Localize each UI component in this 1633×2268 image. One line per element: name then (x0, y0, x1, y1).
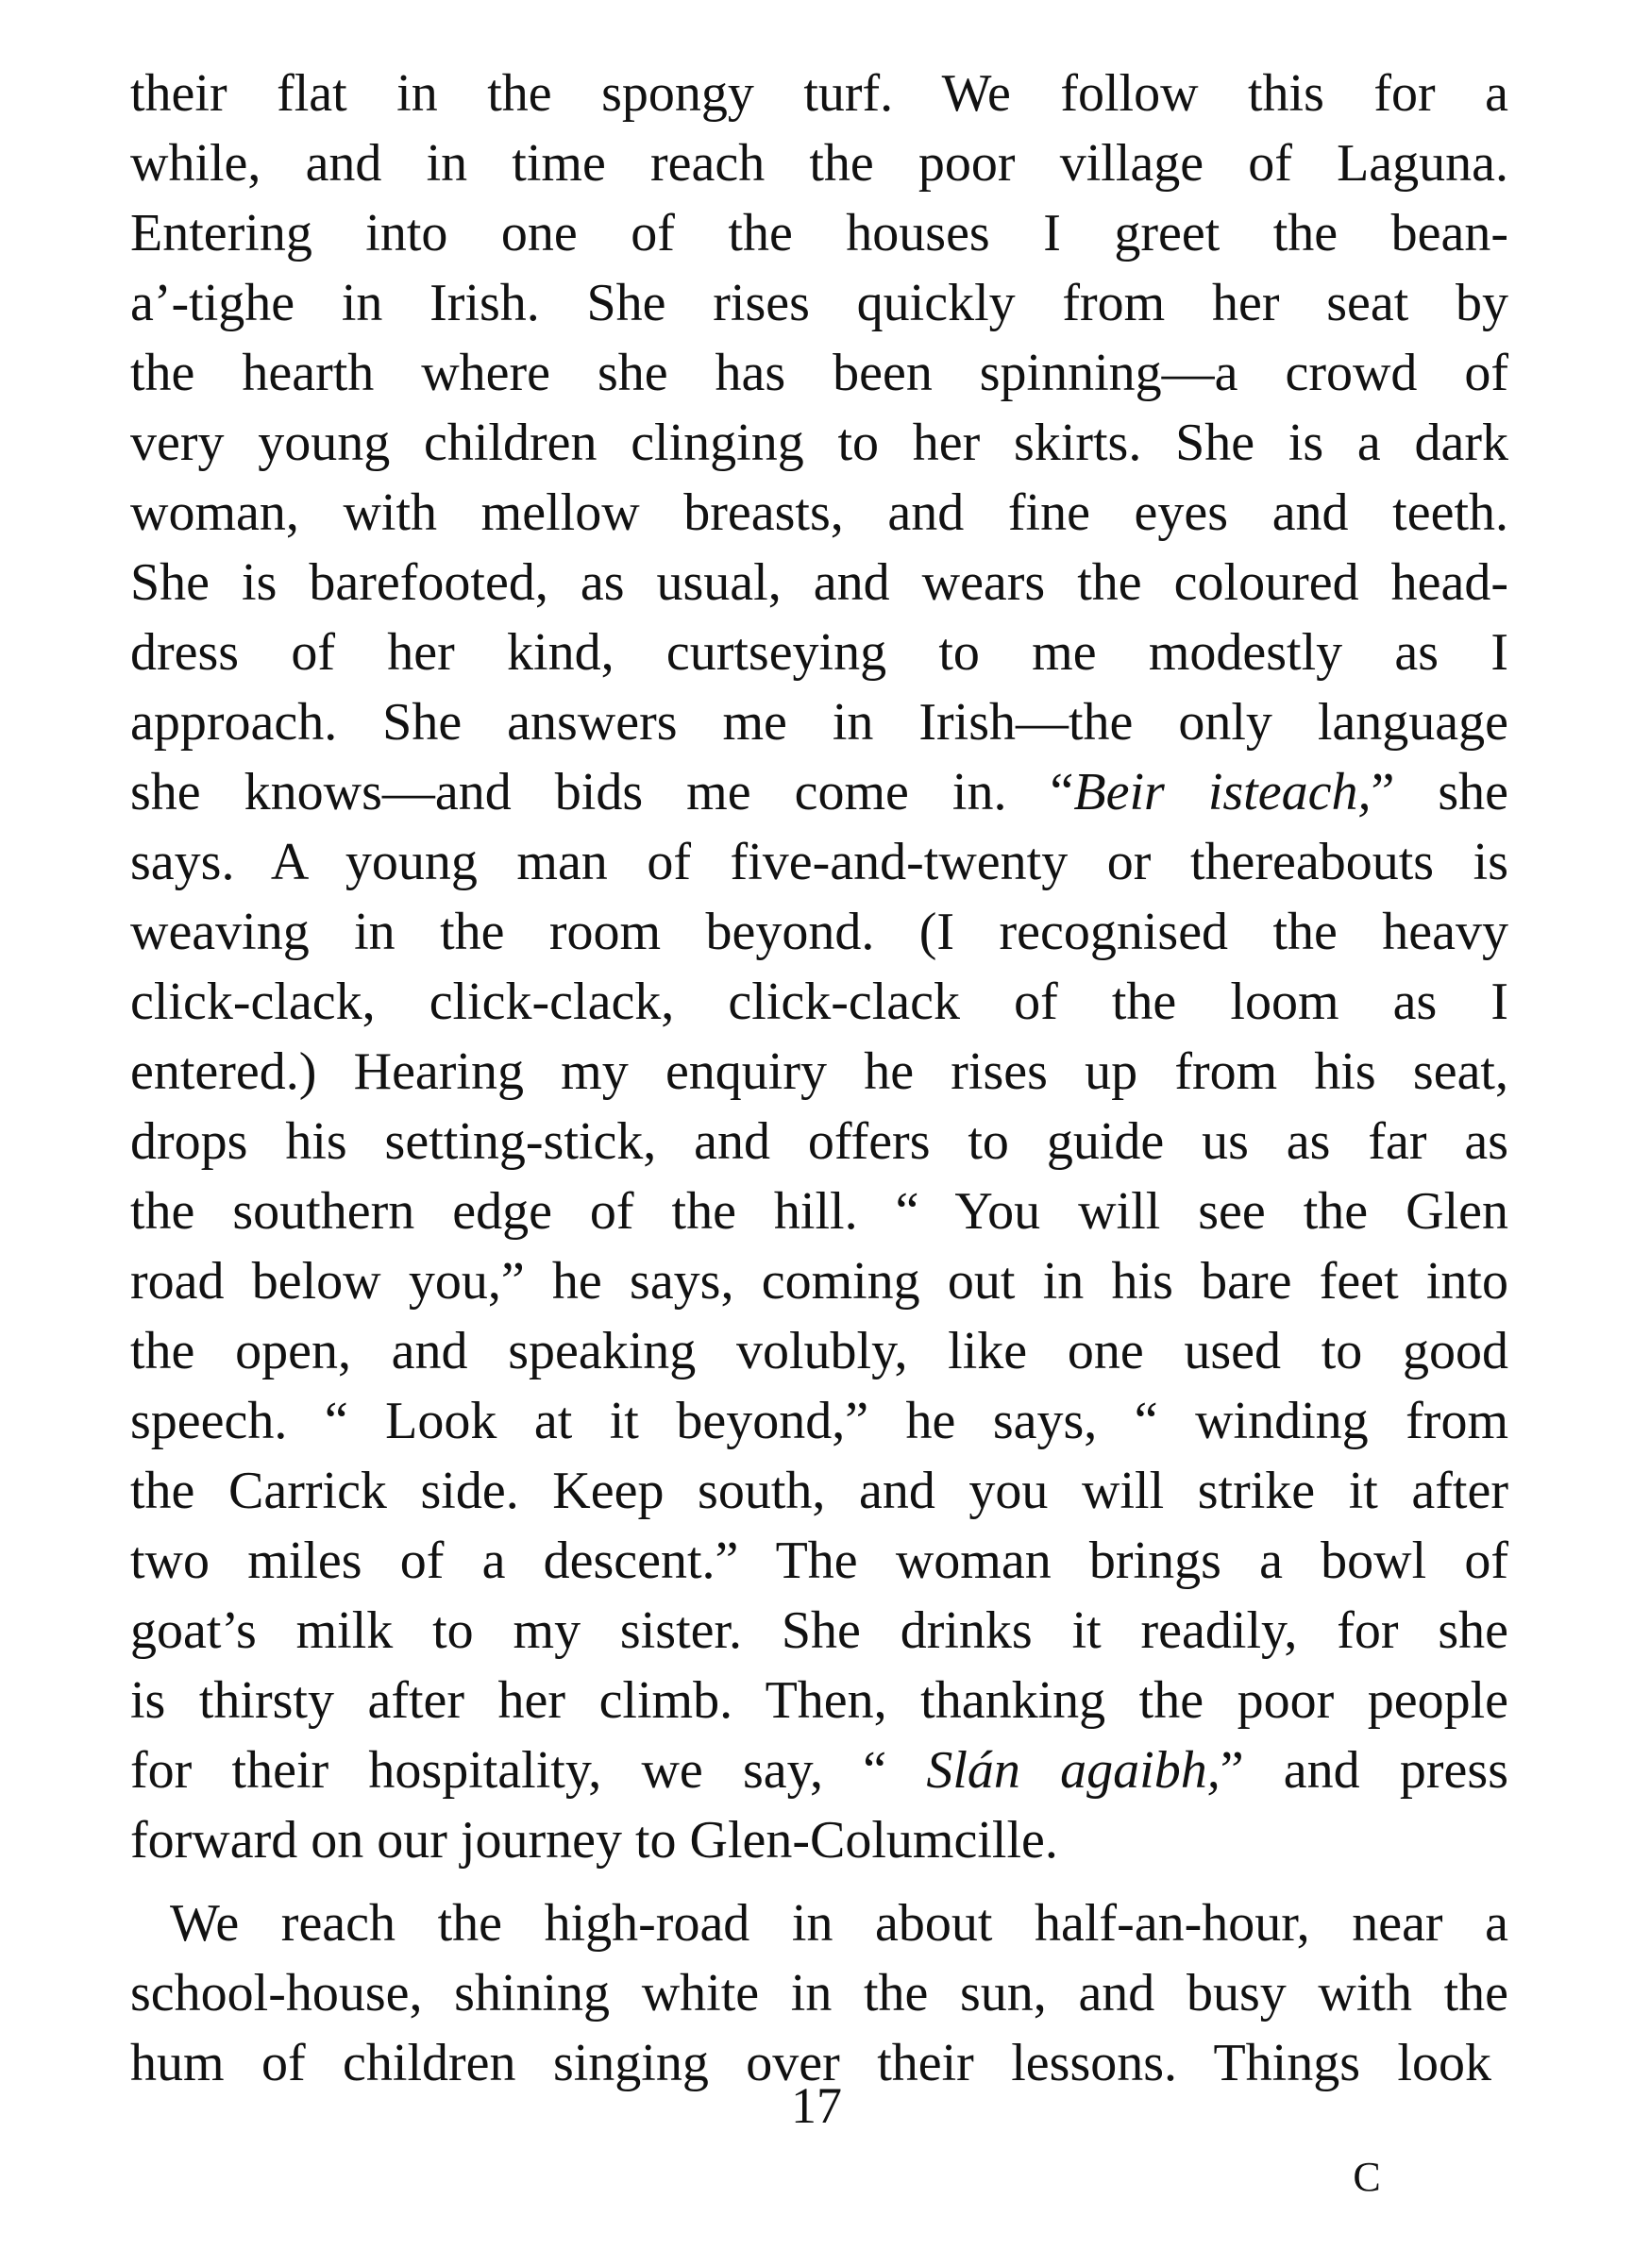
text-span: ” she (1371, 763, 1508, 821)
text-line: drops his setting-stick, and offers to guide us as far as (130, 1112, 1508, 1171)
text-span: for their hospitality, we say, “ (130, 1741, 927, 1800)
text-line: school-house, shining white in the sun, and busy with the (130, 1964, 1508, 2023)
irish-phrase-beir-isteach: Beir isteach, (1073, 763, 1372, 821)
text-line: their flat in the spongy turf. We follow this for a (130, 64, 1508, 123)
text-span: she knows—and bids me come in. “ (130, 763, 1074, 821)
text-line: click-clack, click-clack, click-clack of the loom as I (130, 973, 1508, 1031)
text-line: hum of children singing over their lessons. Things look (130, 2034, 1491, 2092)
text-line: goat’s milk to my sister. She drinks it readily, for she (130, 1601, 1508, 1660)
text-line: Entering into one of the houses I greet the bean- (130, 204, 1508, 262)
text-line: very young children clinging to her skirts. She is a dark (130, 414, 1508, 472)
text-line: while, and in time reach the poor village of Laguna. (130, 134, 1508, 193)
text-line: the hearth where she has been spinning—a crowd of (130, 344, 1508, 402)
text-line: a’-tighe in Irish. She rises quickly from her seat by (130, 274, 1508, 332)
text-line: speech. “ Look at it beyond,” he says, “ winding from (130, 1392, 1508, 1450)
text-line: the southern edge of the hill. “ You will see the Glen (130, 1182, 1508, 1241)
text-line: the open, and speaking volubly, like one used to good (130, 1322, 1508, 1380)
text-line: road below you,” he says, coming out in his bare feet into (130, 1252, 1508, 1311)
text-span: ” and press (1220, 1741, 1508, 1800)
text-line: dress of her kind, curtseying to me modestly as I (130, 623, 1508, 682)
irish-phrase-slan-agaibh: Slán agaibh, (926, 1741, 1221, 1800)
text-line: is thirsty after her climb. Then, thanking the poor people (130, 1671, 1508, 1730)
text-line: approach. She answers me in Irish—the only language (130, 693, 1508, 752)
text-line: entered.) Hearing my enquiry he rises up from his seat, (130, 1042, 1508, 1101)
text-line: She is barefooted, as usual, and wears the coloured head- (130, 553, 1508, 612)
text-line: the Carrick side. Keep south, and you will strike it after (130, 1462, 1508, 1520)
text-line: two miles of a descent.” The woman brings a bowl of (130, 1532, 1508, 1590)
text-line: weaving in the room beyond. (I recognised the heavy (130, 903, 1508, 961)
page-number: 17 (791, 2077, 842, 2134)
text-line: woman, with mellow breasts, and fine eyes and teeth. (130, 483, 1508, 542)
text-line: forward on our journey to Glen-Columcille. (130, 1811, 1058, 1870)
signature-mark: C (1353, 2154, 1381, 2200)
text-line: says. A young man of five-and-twenty or thereabouts is (130, 833, 1508, 891)
text-line (130, 1735, 1508, 1805)
text-line: We reach the high-road in about half-an-hour, near a (170, 1894, 1508, 1953)
text-line (130, 757, 1508, 827)
